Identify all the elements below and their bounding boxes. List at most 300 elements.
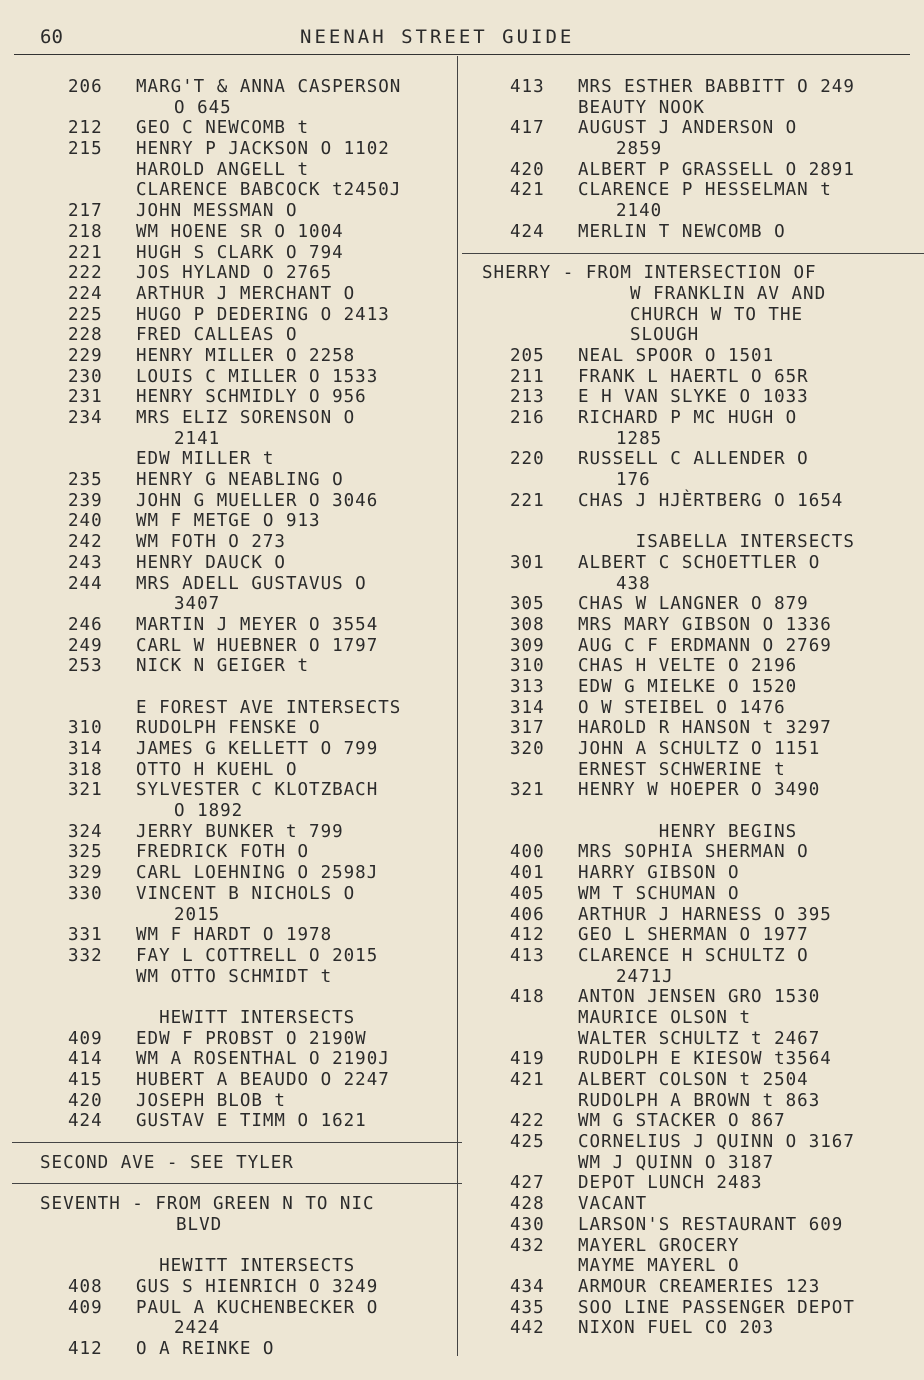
house-number: 325 (68, 842, 103, 863)
section-rule (40, 1132, 452, 1153)
directory-entry (40, 222, 452, 243)
resident-name: VACANT (578, 1194, 648, 1215)
house-number: 401 (510, 863, 545, 884)
resident-name: HENRY SCHMIDLY O 956 (136, 387, 367, 408)
directory-entry (40, 118, 452, 139)
line-text: 2140 (616, 201, 663, 222)
directory-entry (468, 842, 908, 863)
street-heading-continuation (468, 284, 908, 305)
directory-entry (468, 677, 908, 698)
directory-entry (468, 863, 908, 884)
resident-name: NIXON FUEL CO 203 (578, 1318, 775, 1339)
entry-continuation (468, 470, 908, 491)
directory-entry (468, 1008, 908, 1029)
resident-name: HUBERT A BEAUDO O 2247 (136, 1070, 390, 1090)
directory-entry (468, 739, 908, 760)
directory-entry (40, 1070, 452, 1091)
directory-entry (468, 1070, 908, 1091)
house-number: 420 (68, 1090, 103, 1111)
line-text: 2015 (174, 904, 221, 925)
resident-name: FRANK L HAERTL O 65R (578, 366, 809, 387)
house-number: 310 (68, 718, 103, 739)
house-number: 308 (510, 614, 545, 635)
house-number: 413 (510, 77, 545, 97)
resident-name: ALBERT P GRASSELL O 2891 (578, 159, 855, 180)
house-number: 317 (510, 718, 545, 739)
street-heading-continuation (468, 325, 908, 346)
directory-entry (40, 884, 452, 905)
house-number: 419 (510, 1049, 545, 1070)
directory-entry (468, 1256, 908, 1277)
resident-name: RICHARD P MC HUGH O (578, 408, 798, 428)
page-header (0, 26, 924, 56)
house-number: 229 (68, 345, 103, 366)
line-text: 2859 (616, 139, 663, 160)
directory-entry (40, 574, 452, 595)
resident-name: RUDOLPH E KIESOW t3564 (578, 1049, 832, 1070)
directory-entry (468, 1132, 908, 1153)
resident-name: HENRY W HOEPER O 3490 (578, 780, 821, 801)
resident-name: ARMOUR CREAMERIES 123 (578, 1276, 821, 1297)
house-number: 413 (510, 945, 545, 966)
intersection-heading (40, 1256, 452, 1277)
resident-name: WM T SCHUMAN O (578, 883, 740, 904)
resident-name: EDW G MIELKE O 1520 (578, 676, 798, 697)
house-number: 246 (68, 614, 103, 635)
directory-entry (468, 1194, 908, 1215)
resident-name: CHAS H VELTE O 2196 (578, 656, 798, 677)
house-number: 239 (68, 490, 103, 511)
house-number: 225 (68, 304, 103, 325)
house-number: 405 (510, 883, 545, 904)
house-number: 408 (68, 1276, 103, 1297)
house-number: 220 (510, 449, 545, 470)
directory-entry (468, 346, 908, 367)
house-number: 314 (510, 697, 545, 718)
house-number: 244 (68, 573, 103, 594)
house-number: 434 (510, 1276, 545, 1297)
directory-entry (468, 1298, 908, 1319)
resident-name: LARSON'S RESTAURANT 609 (578, 1214, 844, 1235)
directory-entry (40, 408, 452, 429)
resident-name: AUGUST J ANDERSON O (578, 118, 798, 139)
resident-name: MRS ESTHER BABBITT O 249 (578, 77, 855, 97)
house-number: 305 (510, 594, 545, 615)
resident-name: JOSEPH BLOB t (136, 1090, 286, 1111)
line-text: 3407 (174, 594, 221, 615)
resident-name: CORNELIUS J QUINN O 3167 (578, 1132, 855, 1153)
resident-name: ARTHUR J MERCHANT O (136, 283, 356, 304)
right-column (468, 77, 908, 1339)
directory-entry (40, 387, 452, 408)
column-divider (457, 56, 458, 1356)
directory-entry (468, 1091, 908, 1112)
resident-name: GEO L SHERMAN O 1977 (578, 925, 809, 946)
directory-entry (468, 884, 908, 905)
directory-entry (40, 325, 452, 346)
house-number: 310 (510, 656, 545, 677)
directory-entry (40, 201, 452, 222)
house-number: 331 (68, 925, 103, 946)
directory-entry (40, 718, 452, 739)
resident-name: WM G STACKER O 867 (578, 1111, 786, 1132)
intersection-heading (468, 822, 908, 843)
directory-entry (468, 987, 908, 1008)
directory-entry (40, 511, 452, 532)
house-number: 330 (68, 883, 103, 904)
directory-entry (468, 180, 908, 201)
directory-entry (468, 222, 908, 243)
line-text: HEWITT INTERSECTS (136, 1256, 356, 1277)
house-number: 412 (68, 1338, 103, 1359)
resident-name: WM FOTH O 273 (136, 532, 286, 553)
resident-name: DEPOT LUNCH 2483 (578, 1173, 763, 1194)
resident-name: OTTO H KUEHL O (136, 759, 298, 780)
directory-entry (468, 698, 908, 719)
house-number: 414 (68, 1049, 103, 1070)
directory-entry (40, 967, 452, 988)
resident-name: CHAS J HJÈRTBERG O 1654 (578, 490, 844, 511)
house-number: 249 (68, 635, 103, 656)
house-number: 211 (510, 366, 545, 387)
resident-name: HUGO P DEDERING O 2413 (136, 304, 390, 325)
resident-name: HARRY GIBSON O (578, 863, 740, 884)
directory-entry (468, 1236, 908, 1257)
directory-entry (468, 636, 908, 657)
resident-name: MRS ADELL GUSTAVUS O (136, 573, 367, 594)
section-rule (40, 1173, 452, 1194)
directory-entry (468, 118, 908, 139)
house-number: 321 (68, 780, 103, 801)
directory-entry (40, 449, 452, 470)
house-number: 216 (510, 408, 545, 428)
resident-name: WM F HARDT O 1978 (136, 925, 333, 946)
resident-name: NICK N GEIGER t (136, 656, 310, 677)
entry-continuation (468, 967, 908, 988)
directory-entry (40, 77, 452, 98)
house-number: 421 (510, 180, 545, 201)
resident-name: JOHN A SCHULTZ O 1151 (578, 739, 821, 759)
house-number: 324 (68, 821, 103, 842)
line-text: O 1892 (174, 801, 244, 822)
directory-entry (468, 553, 908, 574)
resident-name: ALBERT COLSON t 2504 (578, 1070, 809, 1090)
house-number: 409 (68, 1028, 103, 1049)
house-number: 321 (510, 780, 545, 801)
entry-continuation (468, 139, 908, 160)
resident-name: HENRY G NEABLING O (136, 470, 344, 491)
house-number: 230 (68, 366, 103, 387)
house-number: 313 (510, 676, 545, 697)
directory-entry (468, 491, 908, 512)
directory-entry (40, 491, 452, 512)
header-rule (14, 54, 910, 55)
resident-name: HENRY P JACKSON O 1102 (136, 139, 390, 160)
directory-entry (40, 139, 452, 160)
entry-continuation (468, 201, 908, 222)
spacer (40, 987, 452, 1008)
line-text: SEVENTH - FROM GREEN N TO NIC (40, 1194, 375, 1215)
resident-name: HENRY MILLER O 2258 (136, 345, 356, 366)
directory-entry (468, 1215, 908, 1236)
resident-name: GUS S HIENRICH O 3249 (136, 1276, 379, 1297)
directory-entry (40, 1298, 452, 1319)
house-number: 406 (510, 904, 545, 925)
directory-entry (468, 780, 908, 801)
directory-entry (468, 946, 908, 967)
directory-entry (40, 842, 452, 863)
house-number: 425 (510, 1132, 545, 1153)
directory-entry (468, 1029, 908, 1050)
directory-entry (468, 760, 908, 781)
resident-name: MAYERL GROCERY (578, 1235, 740, 1256)
directory-entry (468, 594, 908, 615)
house-number: 231 (68, 387, 103, 408)
directory-entry (40, 346, 452, 367)
intersection-heading (468, 532, 908, 553)
directory-entry (40, 739, 452, 760)
section-rule (468, 243, 908, 264)
house-number: 314 (68, 739, 103, 759)
directory-entry (468, 615, 908, 636)
house-number: 242 (68, 532, 103, 553)
street-heading-continuation (468, 305, 908, 326)
line-text: 176 (616, 470, 651, 491)
resident-name: CLARENCE H SCHULTZ O (578, 945, 809, 966)
house-number: 205 (510, 345, 545, 366)
spacer (468, 801, 908, 822)
resident-name: MARTIN J MEYER O 3554 (136, 614, 379, 635)
spacer (40, 1236, 452, 1257)
directory-entry (40, 760, 452, 781)
resident-name: FREDRICK FOTH O (136, 842, 310, 863)
resident-name: CLARENCE BABCOCK t2450J (136, 180, 402, 201)
directory-entry (40, 160, 452, 181)
street-heading (468, 263, 908, 284)
house-number: 235 (68, 470, 103, 491)
intersection-heading (40, 1008, 452, 1029)
resident-name: GEO C NEWCOMB t (136, 118, 310, 139)
house-number: 424 (68, 1111, 103, 1132)
directory-entry (40, 780, 452, 801)
house-number: 417 (510, 118, 545, 139)
line-text: BLVD (176, 1214, 223, 1235)
entry-continuation (468, 574, 908, 595)
resident-name: RUDOLPH A BROWN t 863 (578, 1090, 821, 1111)
resident-name: WM OTTO SCHMIDT t (136, 966, 333, 987)
directory-entry (40, 532, 452, 553)
house-number: 409 (68, 1297, 103, 1318)
line-text: 2471J (616, 966, 674, 987)
directory-entry (40, 946, 452, 967)
line-text: 2141 (174, 428, 221, 449)
house-number: 301 (510, 552, 545, 573)
directory-entry (40, 553, 452, 574)
directory-entry (468, 367, 908, 388)
resident-name: JOHN MESSMAN O (136, 201, 298, 222)
house-number: 221 (510, 490, 545, 511)
resident-name: CARL W HUEBNER O 1797 (136, 635, 379, 656)
resident-name: BEAUTY NOOK (578, 97, 705, 118)
directory-entry (40, 822, 452, 843)
line-text: W FRANKLIN AV AND (630, 283, 827, 304)
resident-name: SOO LINE PASSENGER DEPOT (578, 1297, 855, 1318)
directory-entry (468, 98, 908, 119)
directory-entry (468, 1049, 908, 1070)
resident-name: RUDOLPH FENSKE O (136, 718, 321, 739)
entry-continuation (40, 801, 452, 822)
resident-name: RUSSELL C ALLENDER O (578, 449, 809, 470)
guide-title: NEENAH STREET GUIDE (300, 26, 575, 48)
resident-name: MERLIN T NEWCOMB O (578, 221, 786, 242)
directory-entry (468, 656, 908, 677)
resident-name: CARL LOEHNING O 2598J (136, 863, 379, 884)
intersection-heading (40, 698, 452, 719)
resident-name: MRS ELIZ SORENSON O (136, 408, 356, 428)
house-number: 218 (68, 221, 103, 242)
directory-entry (40, 243, 452, 264)
resident-name: HENRY DAUCK O (136, 552, 286, 573)
house-number: 332 (68, 945, 103, 966)
resident-name: O W STEIBEL O 1476 (578, 697, 786, 718)
resident-name: HUGH S CLARK O 794 (136, 242, 344, 263)
directory-entry (40, 925, 452, 946)
house-number: 215 (68, 139, 103, 160)
directory-entry (40, 470, 452, 491)
resident-name: WM A ROSENTHAL O 2190J (136, 1049, 390, 1070)
street-heading (40, 1194, 452, 1215)
resident-name: AUG C F ERDMANN O 2769 (578, 635, 832, 656)
resident-name: EDW F PROBST O 2190W (136, 1028, 367, 1049)
directory-entry (40, 284, 452, 305)
house-number: 442 (510, 1318, 545, 1339)
directory-entry (40, 180, 452, 201)
resident-name: O A REINKE O (136, 1338, 275, 1359)
directory-entry (40, 1091, 452, 1112)
resident-name: MAYME MAYERL O (578, 1256, 740, 1277)
spacer (468, 511, 908, 532)
directory-entry (40, 1277, 452, 1298)
resident-name: JOS HYLAND O 2765 (136, 263, 333, 284)
resident-name: JERRY BUNKER t 799 (136, 821, 344, 842)
house-number: 424 (510, 221, 545, 242)
resident-name: PAUL A KUCHENBECKER O (136, 1297, 379, 1318)
resident-name: CHAS W LANGNER O 879 (578, 594, 809, 615)
directory-entry (40, 1029, 452, 1050)
directory-entry (468, 1173, 908, 1194)
directory-entry (40, 1111, 452, 1132)
directory-entry (40, 615, 452, 636)
house-number: 422 (510, 1111, 545, 1132)
entry-continuation (40, 905, 452, 926)
resident-name: ALBERT C SCHOETTLER O (578, 552, 821, 573)
resident-name: MARG'T & ANNA CASPERSON (136, 77, 402, 97)
street-heading-continuation (40, 1215, 452, 1236)
resident-name: JOHN G MUELLER O 3046 (136, 490, 379, 511)
house-number: 222 (68, 263, 103, 284)
directory-entry (40, 305, 452, 326)
page-number: 60 (40, 26, 63, 48)
line-text: 1285 (616, 428, 663, 449)
directory-entry (468, 905, 908, 926)
directory-entry (468, 1318, 908, 1339)
entry-continuation (40, 594, 452, 615)
resident-name: MRS SOPHIA SHERMAN O (578, 842, 809, 863)
line-text: ISABELLA INTERSECTS (578, 532, 855, 553)
directory-entry (40, 1049, 452, 1070)
resident-name: LOUIS C MILLER O 1533 (136, 366, 379, 387)
house-number: 213 (510, 387, 545, 408)
line-text: E FOREST AVE INTERSECTS (136, 697, 402, 718)
house-number: 243 (68, 552, 103, 573)
line-text: SHERRY - FROM INTERSECTION OF (482, 263, 817, 284)
resident-name: WM J QUINN O 3187 (578, 1152, 775, 1173)
resident-name: JAMES G KELLETT O 799 (136, 739, 379, 759)
street-heading (40, 1153, 452, 1174)
resident-name: VINCENT B NICHOLS O (136, 883, 356, 904)
line-text: SLOUGH (630, 325, 700, 346)
resident-name: E H VAN SLYKE O 1033 (578, 387, 809, 408)
entry-continuation (468, 429, 908, 450)
directory-entry (468, 925, 908, 946)
directory-entry (468, 1277, 908, 1298)
resident-name: SYLVESTER C KLOTZBACH (136, 780, 379, 801)
house-number: 253 (68, 656, 103, 677)
house-number: 221 (68, 242, 103, 263)
line-text: O 645 (174, 97, 232, 118)
house-number: 240 (68, 511, 103, 532)
line-text: HEWITT INTERSECTS (136, 1007, 356, 1028)
entry-continuation (40, 1318, 452, 1339)
house-number: 432 (510, 1235, 545, 1256)
house-number: 400 (510, 842, 545, 863)
resident-name: MAURICE OLSON t (578, 1007, 752, 1028)
resident-name: CLARENCE P HESSELMAN t (578, 180, 832, 201)
resident-name: ANTON JENSEN GRO 1530 (578, 987, 821, 1008)
house-number: 435 (510, 1297, 545, 1318)
directory-entry (40, 1339, 452, 1360)
house-number: 329 (68, 863, 103, 884)
house-number: 217 (68, 201, 103, 222)
directory-entry (40, 636, 452, 657)
house-number: 206 (68, 77, 103, 97)
resident-name: ARTHUR J HARNESS O 395 (578, 904, 832, 925)
directory-entry (40, 863, 452, 884)
entry-continuation (40, 429, 452, 450)
directory-entry (468, 387, 908, 408)
house-number: 412 (510, 925, 545, 946)
house-number: 428 (510, 1194, 545, 1215)
line-text: 2424 (174, 1318, 221, 1339)
spacer (40, 677, 452, 698)
resident-name: GUSTAV E TIMM O 1621 (136, 1111, 367, 1132)
directory-entry (468, 77, 908, 98)
entry-continuation (40, 98, 452, 119)
house-number: 309 (510, 635, 545, 656)
line-text: SECOND AVE - SEE TYLER (40, 1152, 294, 1173)
resident-name: HAROLD R HANSON t 3297 (578, 718, 832, 739)
resident-name: WM F METGE O 913 (136, 511, 321, 532)
house-number: 420 (510, 159, 545, 180)
resident-name: HAROLD ANGELL t (136, 159, 310, 180)
resident-name: FAY L COTTRELL O 2015 (136, 945, 379, 966)
house-number: 430 (510, 1214, 545, 1235)
house-number: 421 (510, 1070, 545, 1090)
line-text: 438 (616, 573, 651, 594)
resident-name: ERNEST SCHWERINE t (578, 759, 786, 780)
left-column (40, 77, 452, 1360)
directory-entry (40, 263, 452, 284)
